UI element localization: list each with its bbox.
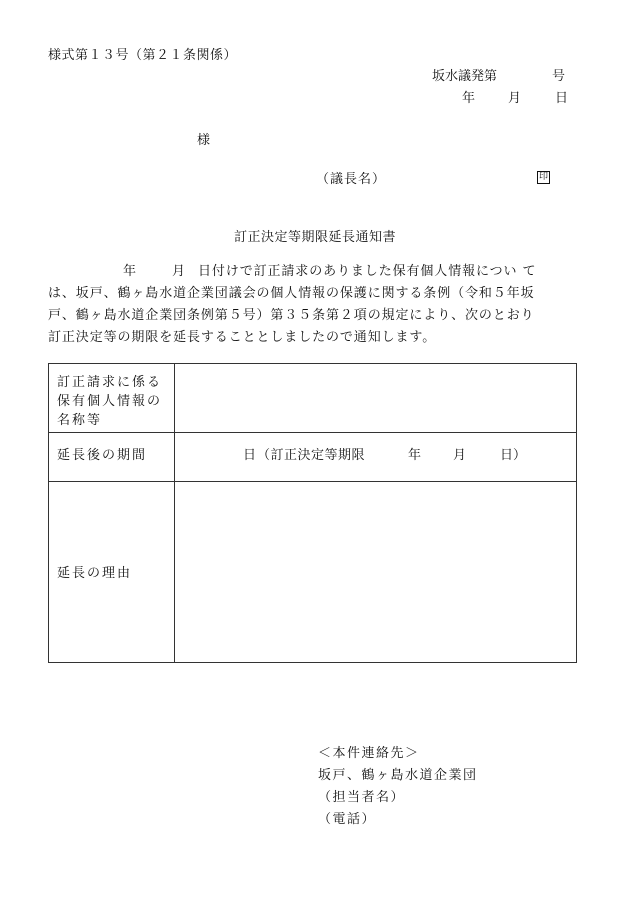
label-info-name-line-3: 名称等 [57,413,103,428]
contact-phone: （電話） [318,812,377,827]
contact-heading: ＜本件連絡先＞ [318,746,420,761]
document-number-prefix: 坂水議発第 [432,69,498,84]
body-line-1-text: 日付けで訂正請求のありました保有個人情報につい て [198,264,537,279]
form-table [48,363,577,663]
seal-icon: 印 [538,172,548,182]
addressee-honorific: 様 [197,133,211,148]
body-line-3: 戸、鶴ヶ島水道企業団条例第５号）第３５条第２項の規定により、次のとおり [48,308,535,323]
date-day-label: 日 [555,91,569,106]
contact-person: （担当者名） [318,790,406,805]
label-info-name [57,373,162,430]
body-line-2: は、坂戸、鶴ヶ島水道企業団議会の個人情報の保護に関する条例（令和５年坂 [48,286,535,301]
deadline-label: （訂正決定等期限 [257,448,366,463]
column-divider [174,433,175,481]
date-year-label: 年 [462,91,476,106]
date-month-label: 月 [508,91,522,106]
period-day-label: 日 [243,448,257,463]
column-divider [174,482,175,662]
deadline-year-label: 年 [408,448,422,463]
form-number: 様式第１３号（第２１条関係） [48,48,238,63]
label-reason: 延長の理由 [57,566,133,581]
table-row-info-name [49,364,576,433]
document-title: 訂正決定等期限延長通知書 [233,230,396,245]
label-extended-period: 延長後の期間 [57,448,148,463]
table-row-extended-period [49,433,576,482]
column-divider [174,364,175,432]
document-number-suffix: 号 [552,69,566,84]
label-info-name-line-2: 保有個人情報の [57,394,163,409]
body-year-label: 年 [123,264,137,279]
table-row-reason [49,482,576,662]
contact-organization: 坂戸、鶴ヶ島水道企業団 [318,768,478,783]
body-line-4: 訂正決定等の期限を延長することとしましたので通知します。 [48,330,437,345]
deadline-month-label: 月 [453,448,467,463]
label-info-name-line-1: 訂正請求に係る [57,375,163,390]
sender-name: （議長名） [316,172,387,187]
body-month-label: 月 [172,264,186,279]
deadline-day-label: 日） [500,448,527,463]
